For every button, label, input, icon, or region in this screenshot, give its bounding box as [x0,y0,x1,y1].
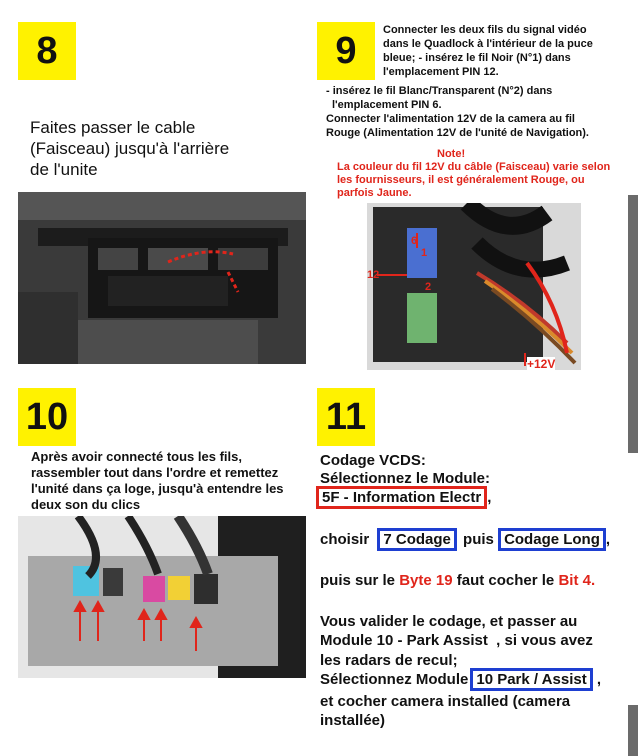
step-11-number: 11 [317,388,375,446]
step-8-number: 8 [18,22,76,80]
step-9-line8: Rouge (Alimentation 12V de l'unité de Navigation). [326,127,589,139]
module-row [316,488,491,508]
quadlock-photo [367,203,581,370]
park-assist-box: 10 Park / Assist [470,668,592,691]
right-edge-bar-top [628,195,638,453]
wire-1-label: 1 [421,247,428,259]
codage-long-box: Codage Long [498,528,606,551]
select-module-label: Sélectionnez le Module: [320,470,491,487]
note-line2: les fournisseurs, il est généralement Rouge, ou [337,174,585,186]
camera-line2: installée) [320,712,386,729]
right-edge-bar-bottom [628,705,638,756]
byte-row [320,572,595,590]
pin-6-label: 6 [411,235,418,247]
valid-line1: Vous valider le codage, et passer au [320,613,578,630]
step-9-number: 9 [317,22,375,80]
puis-label: puis [463,531,494,548]
step-9-line7: Connecter l'alimentation 12V de la camera au fil [326,113,575,125]
dashboard-photo [18,192,306,364]
bit-4: Bit 4. [558,572,596,589]
comma-3: , [596,671,602,688]
note-line1: La couleur du fil 12V du câble (Faisceau) varie selon [337,161,611,173]
codage-row [320,530,610,550]
select-park-row [320,670,601,690]
comma-2: , [605,531,611,548]
module-5f-box: 5F - Information Electr [316,486,487,509]
plus-12v-label: +12V [527,357,556,370]
step-9-line1: Connecter les deux fils du signal vidéo [383,24,587,36]
valid-line2: Module 10 - Park Assist , si vous avez [320,632,593,649]
byte-19: Byte 19 [399,572,453,589]
camera-line1: et cocher camera installed (camera [320,693,571,710]
unit-photo [18,516,306,678]
step-9-line6: l'emplacement PIN 6. [332,99,442,111]
select-prefix: Sélectionnez Module [320,671,469,688]
step-9-line5: - insérez le fil Blanc/Transparent (N°2) dans [326,85,553,97]
step-9-line2: dans le Quadlock à l'intérieur de la puce [383,38,593,50]
valid-line3: les radars de recul; [320,652,458,669]
step-8-text: Faites passer le cable (Faisceau) jusqu'à l'arrière de l'unite [30,118,230,179]
wire-2-label: 2 [425,281,432,293]
byte-mid: faut cocher le [456,572,555,589]
step-10-text: Après avoir connecté tous les fils, rassembler tout dans l'ordre et remettez l'unité dans ça loge, jusqu'à entendre les deux son du clics [31,449,284,512]
comma-1: , [487,489,492,506]
vcds-title: Codage VCDS: [320,452,426,469]
byte-prefix: puis sur le [320,572,396,589]
note-line3: parfois Jaune. [337,187,412,199]
choose-label: choisir [320,531,370,548]
pin-12-label: 12 [367,269,380,281]
codage-7-box: 7 Codage [377,528,457,551]
step-10-number: 10 [18,388,76,446]
step-9-line3: bleue; - insérez le fil Noir (N°1) dans [383,52,571,64]
note-title: Note! [437,148,466,160]
step-9-line4: l'emplacement PIN 12. [383,66,499,78]
